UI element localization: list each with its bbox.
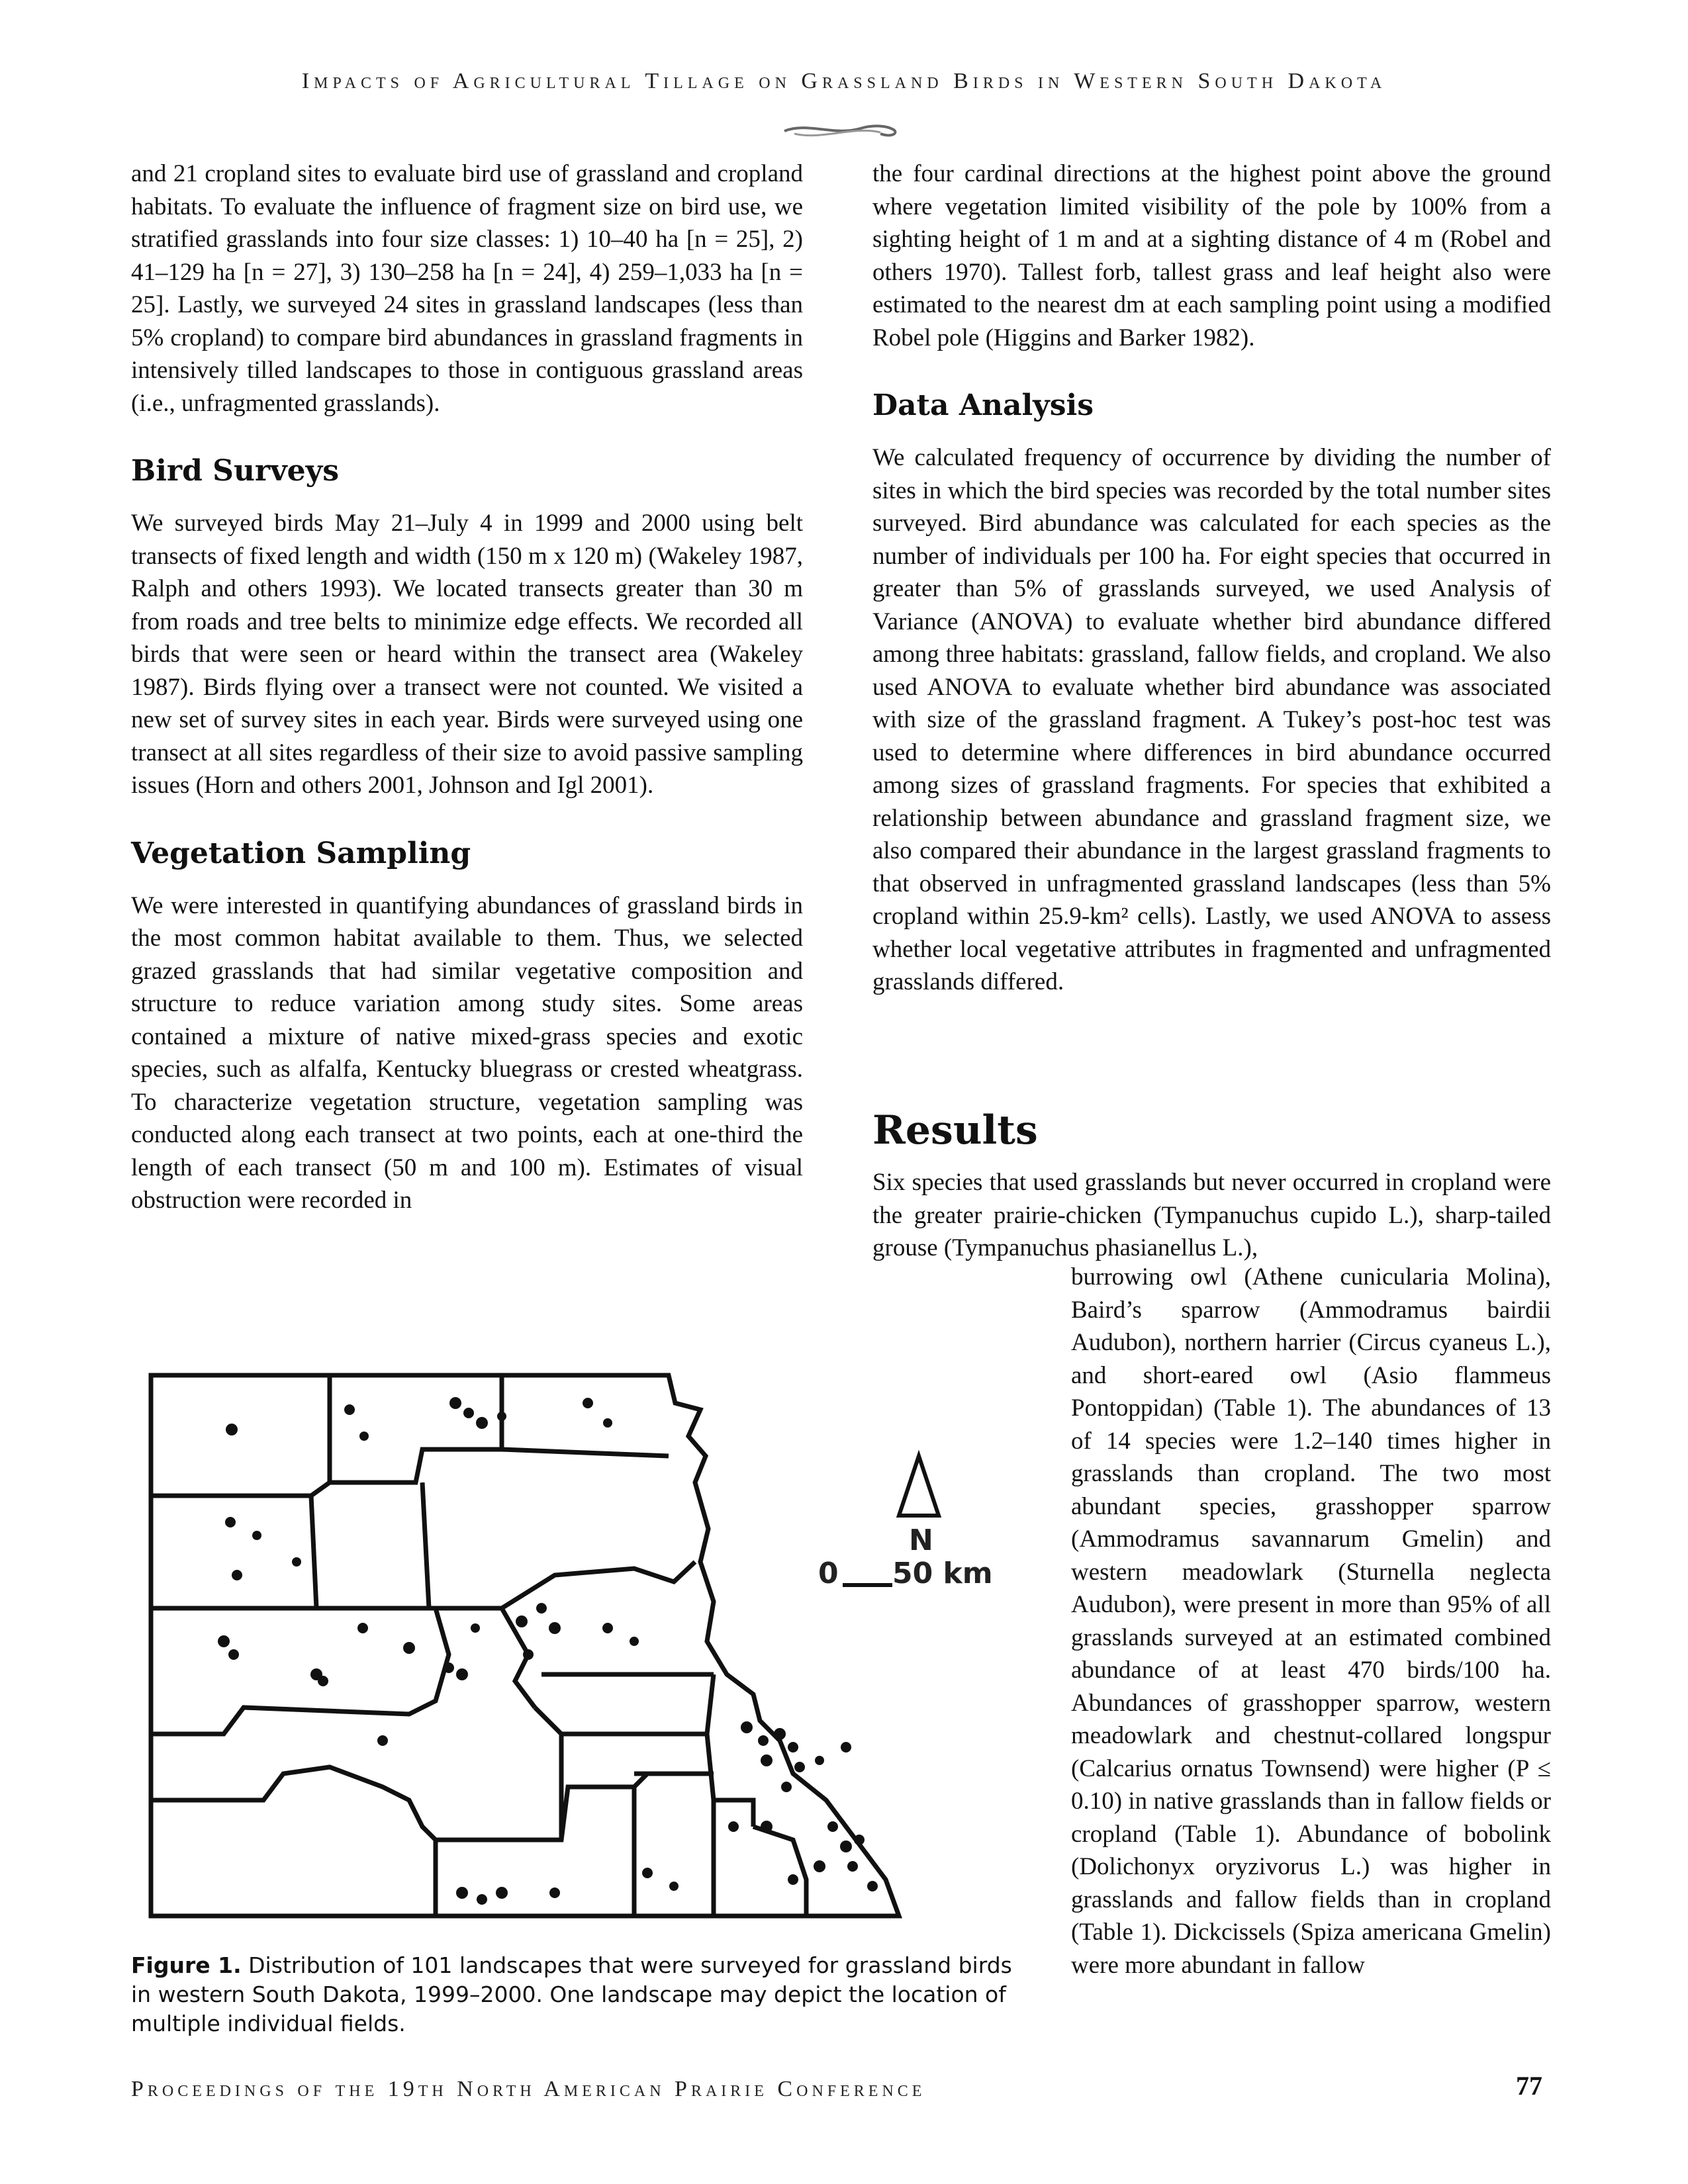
running-header: Impacts of Agricultural Tillage on Grassland Birds in Western South Dakota (301, 69, 1387, 93)
results-heading: Results (872, 1107, 1038, 1154)
north-arrow-icon (899, 1456, 939, 1516)
footer-proceedings: Proceedings of the 19th North American Prairie Conference (131, 2077, 926, 2101)
north-label: N (909, 1524, 933, 1557)
bird-surveys-heading: Bird Surveys (131, 454, 340, 488)
figure-caption-label: Figure 1. (131, 1952, 242, 1978)
survey-site-markers (218, 1397, 878, 1905)
data-analysis-paragraph: We calculated frequency of occurrence by dividing the number of sites in which the bird species was recorded by the total number sites surveyed. Bird abundance was calculated for each species as the number of individuals per 100 ha. For eight species that occurred in greater than 5% of grasslands surveyed, we used Analysis of Variance (ANOVA) to evaluate whether bird abundance differed among three habitats: grassland, fallow fields, and cropland. We also used ANOVA to evaluate whether bird abundance was associated with size of the grassland fragment. A Tukey’s post-hoc test was used to determine where differences in bird abundance occurred among sizes of grassland fragments. For species that exhibited a relationship between abundance and grassland fragment size, we also compared their abundance in the largest grassland fragments to that observed in unfragmented grassland landscapes (less than 5% cropland within 25.9-km² cells). Lastly, we used ANOVA to assess whether local vegetative attributes in fragmented and unfragmented grasslands differed. (872, 444, 1551, 995)
page-number: 77 (1516, 2071, 1542, 2101)
right-column (872, 158, 1551, 999)
vegetation-sampling-heading: Vegetation Sampling (131, 836, 471, 870)
results-narrow-paragraph: burrowing owl (Athene cunicularia Molina), Baird’s sparrow (Ammodramus bairdii Audubon), northern harrier (Circus cyaneus L.), and short-eared owl (Asio flammeus Pontoppidan) (Table 1). The abundances of 13 of 14 species were 1.2–140 times higher in grasslands than cropland. The two most abundant species, grasshopper sparrow (Ammodramus savannarum Gmelin) and western meadowlark (Sturnella neglecta Audubon), were present in more than 95% of all grasslands surveyed at an estimated combined abundance of at least 470 birds/100 ha. Abundances of grasshopper sparrow, western meadowlark and chestnut-collared longspur (Calcarius ornatus Townsend) were higher (P ≤ 0.10) in native grasslands than in fallow fields or cropland (Table 1). Abundance of bobolink (Dolichonyx oryzivorus L.) was higher in grasslands and fallow fields than in cropland (Table 1). Dickcissels (Spiza americana Gmelin) were more abundant in fallow (1071, 1263, 1551, 1979)
scale-zero-label: 0 (818, 1557, 839, 1590)
continued-paragraph: the four cardinal directions at the highest point above the ground where vegetation limited visibility of the pole by 100% from a sighting height of 1 m and at a sighting distance of 4 m (Robel and others 1970). Tallest forb, tallest grass and leaf height also were estimated to the nearest dm at each sampling point using a modified Robel pole (Higgins and Barker 1982). (872, 160, 1551, 351)
scale-distance-label: 50 km (892, 1557, 993, 1590)
study-area-map (131, 1363, 1033, 1926)
figure-caption (131, 1951, 1033, 2038)
figure-caption-text: Distribution of 101 landscapes that were surveyed for grassland birds in western South Dakota, 1999–2000. One landscape may depict the location of multiple individual fields. (131, 1952, 1012, 2036)
ornament-flourish-icon (781, 116, 907, 143)
bird-surveys-paragraph: We surveyed birds May 21–July 4 in 1999 and 2000 using belt transects of fixed length and width (150 m x 120 m) (Wakeley 1987, Ralph and others 1993). We located transects greater than 30 m from roads and tree belts to minimize edge effects. We recorded all birds that were seen or heard within the transect area (Wakeley 1987). Birds flying over a transect were not counted. We visited a new set of survey sites in each year. Birds were surveyed using one transect at all sites regardless of their size to avoid passive sampling issues (Horn and others 2001, Johnson and Igl 2001). (131, 510, 803, 799)
data-analysis-heading: Data Analysis (872, 388, 1094, 422)
results-wide-paragraph: Six species that used grasslands but never occurred in cropland were the greater prairie-chicken (Tympanuchus cupido L.), sharp-tailed grouse (Tympanuchus phasianellus L.), (872, 1169, 1551, 1261)
intro-paragraph: and 21 cropland sites to evaluate bird use of grassland and cropland habitats. To evaluate the influence of fragment size on bird use, we stratified grasslands into four size classes: 1) 10–40 ha [n = 25], 2) 41–129 ha [n = 27], 3) 130–258 ha [n = 24], 4) 259–1,033 ha [n = 25]. Lastly, we surveyed 24 sites in grassland landscapes (less than 5% cropland) to compare bird abundances in grassland fragments in intensively tilled landscapes to those in contiguous grassland areas (i.e., unfragmented grasslands). (131, 160, 803, 417)
vegetation-sampling-paragraph: We were interested in quantifying abundances of grassland birds in the most common habitat available to them. Thus, we selected grazed grasslands that had similar vegetative composition and structure to reduce variation among study sites. Some areas contained a mixture of native mixed-grass species and exotic species, such as alfalfa, Kentucky bluegrass or crested wheatgrass. To characterize vegetation structure, vegetation sampling was conducted along each transect at two points, each at one-third the length of each transect (50 m and 100 m). Estimates of visual obstruction were recorded in (131, 891, 803, 1214)
county-boundaries (151, 1375, 899, 1916)
results-narrow-column (1071, 1261, 1551, 1981)
left-column (131, 158, 803, 1217)
results-section (872, 1104, 1551, 1265)
